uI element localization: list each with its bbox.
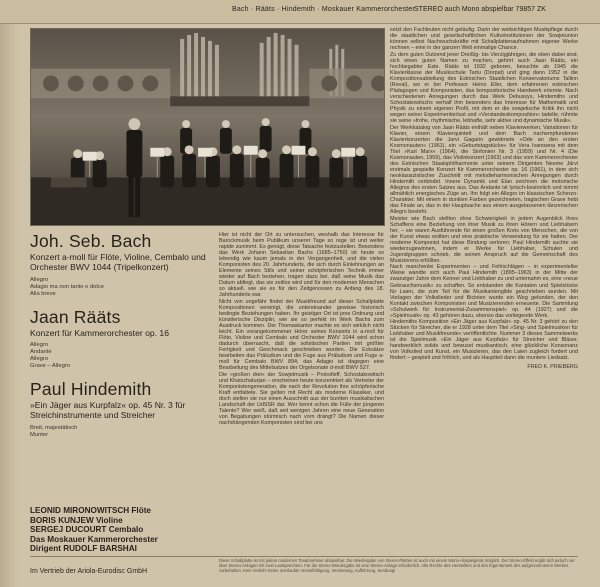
sleeve-edge [0, 24, 18, 587]
notes-author: FRED K. PRIEBERG [527, 363, 578, 370]
notes-paragraph: setzt den Fachleuten nicht geläufig. Darin der weitsichtigen Musikpflege durch die staatlichen und gesellschaftlichen Kulturinstitutionen der Sowjetunion können selbst Nachwuchskräfte mit Schallplattenaufnahmen eigener Werke rechnen – eine in der ganzen Welt einmalige Chance. [390, 27, 578, 52]
works-list [30, 232, 215, 449]
work-raats [30, 308, 215, 371]
performers-list [30, 506, 220, 554]
liner-notes-right [390, 27, 578, 557]
movement: Allegro [30, 342, 49, 349]
work-hindemith [30, 380, 215, 439]
movement: Andante [30, 349, 52, 356]
notes-paragraph: Meister wie Bach stellten ohne Schwierigkeit in jedem Augenblick ihres Schaffens eine Beziehung von ihrer Musik zu ihren Hörern und Liebhabern her, – sie waren Ausführende für einen großen Kreis von Menschen, die von der Kunst etwas wollten und eine praktische Verwendung für sie hatten. Der moderne Komponist hat diese Bindung verloren; Paul Hindemith suchte sie wiederzugewinnen, indem er Werke für Liebhaber, Schulen und Jugendgruppen schrieb, die seinen Anspruch auf die Gemeinschaft des Musizierens erfüllten. [390, 215, 578, 264]
movement: Munter [30, 431, 49, 438]
orchestra-photo-image [31, 29, 384, 225]
conductor: Dirigent RUDOLF BARSHAI [30, 544, 137, 553]
movement-list [30, 342, 215, 370]
work-title: Konzert für Kammerorchester op. 16 [30, 327, 169, 338]
work-bach [30, 232, 215, 298]
technical-footnote: Diese Schallplatte ist mit jedem modernen Tonabnehmer abspielbar. Die Wiedergabe von Stereo-Platten ist auch mit einem Mono-Abspielgerät möglich. Der Stereo-Effekt ergibt sich jedoch nur über Stereo-Anlagen mit zwei Lautsprechern. Für die Stereo-Wiedergabe ist eine Stereo-Anlage erforderlich. Alle Rechte des Herstellers und des Eigentümers des aufgenommenen Werkes vorbehalten. Kein Verleih! Keine unerlaubte Vervielfältigung, Vermietung, Aufführung, Sendung! [219, 558, 575, 573]
orchestra-photo [30, 28, 385, 226]
notes-paragraph: Zu dem guten Dutzend jener Dreißig- bis Vierzigjährigen, die eben dabei sind, sich einen guten Namen zu machen, gehört auch Jaan Rääts, ein hochbegabter Este. Rääts ist 1932 geboren, besuchte ab 1945 die Klavierklasse der Musikschule Tartu (Dorpat) und ging dann 1952 in die Kompositionsabteilung des Estnischen Staatlichen Konservatoriums Tallinn (Reval), wo er bei Professor Heino Eller, dem erfahrenen estnischen Pädagogen und Komponisten, das kompositorische Handwerk erlernte. Nach verschiedenen Anregungen durch das Werk Debussys, Hindemiths und Schostakowitschs verhalf ihm besonders das Interesse für Mathematik und Physik zu einem eigenen Profil, mit dem er die sowjetische Kritik ihn nicht wegen seiner Experimentierlust und »Verstandeskomposition« tadelte, rühmte sie seine »frohe, rhythmische, lebhafte, sehr aktive und dynamische Musik«. [390, 51, 578, 125]
notes-paragraph: Hindemiths Komposition »Ein Jäger aus Kurpfalz« op. 45 Nr. 3 gehört zu den Stücken für Streicher, die er 1928 unter dem Titel »Sing- und Spielmusiken für Liebhaber und Musikfreunde« veröffentlichte. Nummer 3 dieses Sammelwerks ist die Spielmusik »Ein Jäger aus Kurpfalz« für Streicher und Bläser, handwerklich solide und bewusst musikantisch, eine glückliche Konsonanz von Volkslied und Kunst, ein Musizieren, das den Laien zugleich fordert und fördert – gespielt und fröhlich, und als Hauptteil dann die muntere Liedsatz. [390, 319, 578, 362]
performer: SERGEJ DUCOURT Cembalo [30, 525, 144, 534]
composer-name: Joh. Seb. Bach [30, 231, 152, 251]
performer: BORIS KUNJEW Violine [30, 515, 123, 525]
work-title: »Ein Jäger aus Kurpfalz« op. 45 Nr. 3 für Streichinstrumente und Streicher [30, 400, 186, 421]
notes-paragraph: Die »großen drei« der Sowjetmusik – Prokofieff, Schostakowitsch und Khatschaturjan – erscheinen heute konzentriert als Vertreter der Komponistengeneration, die nach der Revolution ihre schöpferische Kraft entfaltete. Sie gelten mit Recht als moderne Klassiker, und doch stellen sie nur einen Ausschnitt aus der buntten musikalischen Landschaft der UdSSR dar. Wer kennt schon die Fülle der jüngeren Talente? Wer weiß, daß seit wenigen Jahren eine neue Generation von Begabungen stürmisch nach vorn drängt? Die Namen dieser nachdrängenden Komponisten sind bei uns [219, 371, 384, 427]
movement: Adagio ma non tanto e dolce [30, 283, 104, 290]
movement-list [30, 425, 215, 439]
footer-divider [30, 556, 578, 557]
header-catalog: STEREO auch Mono abspielbar 79857 ZK [414, 6, 546, 13]
liner-notes-middle [219, 232, 384, 552]
notes-paragraph: Nicht von ungefähr findet der Musikfreund auf dieser Schallplatte Kompositionen vereinigt, die untereinander gewisse historisch bedingte Beziehungen haben. Ihr geistiger Ort ist jene Ordnung und künstlerische Disziplin, wie sie so perfekt im Werk Bachs zum Ausdruck kommen. Der Thomaskantor machte es sich wirklich nicht leicht. Ein vorangekommener Hörer seines Konzerts in a-moll für Flöte, Violine und Cembalo und Orchester BWV 1044 wird schon dadurch überrascht, daß die solistischen Partien mit größter Fertigkeit und Geschmack geschrieben wurden. Die Ecksätze bearbeiten das Präludium und die Fuge aus Präludium und Fuge a-moll für Cembalo BWV 894; das Adagio ist dagegen eine Bearbeitung des Mittelsatzes der Orgelsonate d-moll BWV 527. [219, 298, 384, 372]
movement: Alla breve [30, 290, 56, 297]
movement: Breit, majestätisch [30, 424, 78, 431]
work-title: Konzert a-moll für Flöte, Violine, Cembalo und Orchester BWV 1044 (Tripelkonzert) [30, 252, 206, 272]
distributor-line: Im Vertrieb der Ariola-Eurodisc GmbH [30, 568, 148, 575]
notes-paragraph: Nach manchenlei Experimenten – und Fehlschlägen – in experimenteller Weise wandte sich auch Paul Hindemith (1895–1963) in der Mitte der zwanziger Jahre dem Kenner und Liebhaber zu und unternahm es, eine »neue Gebrauchsmusik« zu schaffen. So entstanden die Kantaten und Spielstücke für Laien, die zum Teil für die Musikantengilde geschrieben wurden. Mit Vorlagen der Volkslieder und Bicinien wurde ein Weg gefunden, der den Kontakt zwischen Komponisten und Musizierenden erneuerte. Die Sammlung »Schulwerk für Instrumental-Zusammenspiel« op. 44 (1927) und die »Spielmusik« op. 43 gehören dazu, ebenso das vorliegende Werk. [390, 264, 578, 319]
performer: LEONID MIRONOWITSCH Flöte [30, 506, 151, 515]
composer-name: Paul Hindemith [30, 379, 152, 400]
composer-name: Jaan Rääts [30, 306, 121, 327]
ensemble: Das Moskauer Kammerorchester [30, 534, 158, 544]
movement: Allegro [30, 356, 49, 363]
notes-paragraph: Hier ist nicht der Ort zu untersuchen, weshalb das Interesse für Barockmusik beim Publikum unserer Tage so rege ist und weiter rapide zunimmt. Es genügt, diese Tatsache festzustellen. Besonders das Werk Johann Sebastian Bachs (1685–1750) ist heute so lebendig wie kaum jemals in der Vergangenheit, und die vielen Komponisten des 20. Jahrhunderts, die sich durch Einlehnungen an Elemente seines Stils und seiner schöpferischen Technik immer wieder auf Bach beziehen, tragen dazu bei, daß seine Musik das Datum abfiegt, das sie zeitlos wird und für den modernen Menschen so aktuell, wie sie es für den Zeitgenossen zu Anfang des 18. Jahrhunderts war. [219, 232, 384, 299]
notes-paragraph: Der Werkkatalog von Jaan Rääts enthält neben Klavierwerken, Variationen für Klavier, einem Klavierquintett und dem Bach nachempfundenen Klavierkonzerten die Jarvi Gagarin gewidmete »Ode an den ersten Kosmonauten« (1961), ein »Geburtstagstücke« für Vera Ivanowna mit dem Titel »Karl Marx« (1964), die Sinfonien Nr. 3 (1959) und Nr. 4 (Die Kosmonauten, 1959), das Violinkonzert (1963) und das vom Kammerorchester des Estnischen Staatsphilharmonie unter seinem Dirigenten Neeme Järvi erstmals gespielte Konzert für Kammerorchester op. 16 (1961), in dem sich neoklassizistischer Zuschnitt mit melodieharmonischen Anregungen durch Hindemith verbindet. Innere Dynamik und Elan zeichnen die motorische Allegros des ersten Satzes aus. Das Andante ist lyrisch-besinnlich und nimmt allmählich energisches Züge an. Ihn folgt ein Allegro im klassischen Scherzo-Charakter. Mit einem in dunklen Farben gezeichneten, tragischen Grave hebt das Finale an, das in der Hauptsache aus einem ausgelassenen tänzerischen Allegro besteht. [390, 124, 578, 216]
header-title: Bach · Rääts · Hindemith · Moskauer Kammerorchester [232, 6, 415, 13]
movement: Allegro [30, 276, 49, 283]
movement: Grave – Allegro [30, 363, 70, 370]
movement-list [30, 277, 215, 298]
header-bar [0, 0, 600, 24]
